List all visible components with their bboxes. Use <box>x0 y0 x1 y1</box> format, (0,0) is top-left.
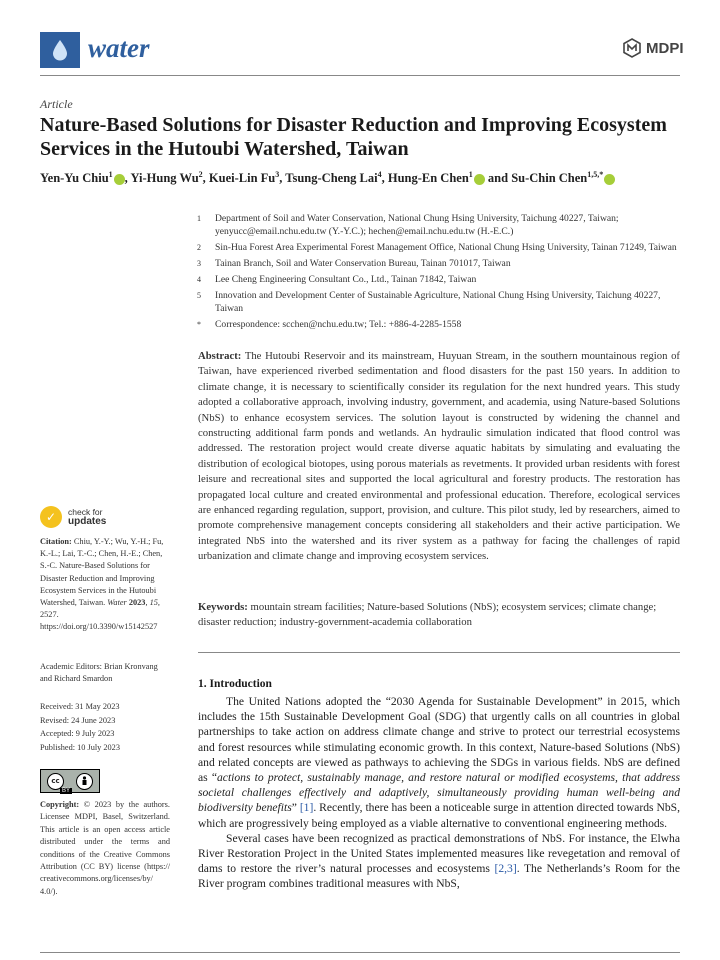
date-item: Revised: 24 June 2023 <box>40 715 116 725</box>
author-name: Su-Chin Chen <box>511 171 588 186</box>
date-item: Accepted: 9 July 2023 <box>40 729 115 738</box>
keywords-label: Keywords: <box>198 601 248 613</box>
intro-paragraph-1: The United Nations adopted the “2030 Agenda for Sustainable Development” in 2015, which includes the 15th Sustainable Development Goal (SDG) that urgently calls on all countries in global partnerships to take action on address climate change and strive to protect our terrestrial ecosystems and forest resources while stimulating economic growth. In this context, Nature-based Solutions (NbS) and related concepts are viewed as pathways to achieving the SDGs in various fields. NbS are defined as “actions to protect, sustainably manage, and restore natural or modified ecosystems, that address societal challenges effectively and adaptively, simultaneously providing human well-being and biodiversity benefits” [1]. Recently, there has been a noticeable surge in attention directed towards NbS, which are progressively being employed as a viable alternative to conventional engineering methods. <box>198 695 681 830</box>
article-title: Nature-Based Solutions for Disaster Reduction and Improving Ecosystem Services in the Hutoubi Watershed, Taiwan <box>40 114 667 160</box>
copyright-notice <box>40 799 170 898</box>
citation-journal: Water <box>107 598 127 608</box>
author-affiliation-sup: 1 <box>468 170 473 179</box>
copyright-text: © 2023 by the authors. Licensee MDPI, Basel, Switzerland. This article is an open access article distributed under the terms and conditions of the Creative Commons Attribution (CC BY) license (https:// creativecommons.org/licenses/by/ 4.0/). <box>40 800 170 896</box>
citation-link[interactable]: [2,3] <box>494 862 517 876</box>
copyright-label: Copyright: <box>40 800 80 809</box>
date-item: Published: 10 July 2023 <box>40 742 120 752</box>
author-name: Yen-Yu Chiu <box>40 171 109 186</box>
footer-divider <box>40 952 680 953</box>
affiliation-number: 4 <box>197 275 201 284</box>
keywords-divider <box>198 652 680 653</box>
section-heading-introduction: 1. Introduction <box>198 678 272 690</box>
check-updates-line2: updates <box>68 516 107 527</box>
publisher-logo <box>622 38 684 58</box>
header-divider <box>40 75 680 76</box>
affiliation-text: Innovation and Development Center of Sustainable Agriculture, National Chung Hsing University, Taichung 40227, Taiwan <box>215 290 661 314</box>
citation-text: Chiu, Y.-Y.; Wu, Y.-H.; Fu, K.-L.; Lai, T.-C.; Chen, H.-E.; Chen, S.-C. Nature-Based Solutions for Disaster Reduction and Improving Ecosystem Services in the Hutoubi Watershed, Taiwan. <box>40 537 164 608</box>
affiliation-item <box>197 241 677 254</box>
author-affiliation-sup: 3 <box>275 170 280 179</box>
author-conjunction: and <box>487 171 509 186</box>
orcid-icon[interactable] <box>114 174 125 185</box>
affiliation-item <box>197 289 677 315</box>
affiliation-number: 1 <box>197 214 201 223</box>
abstract <box>198 349 680 565</box>
keywords-text: mountain stream facilities; Nature-based Solutions (NbS); ecosystem services; climate change; disaster reduction; industry-government-academia collaboration <box>198 601 657 629</box>
citation-year: 2023 <box>128 598 146 608</box>
author-name: Yi-Hung Wu <box>130 171 199 186</box>
orcid-icon[interactable] <box>474 174 485 185</box>
publication-dates <box>40 700 170 754</box>
affiliation-text: Sin-Hua Forest Area Experimental Forest Management Office, National Chung Hsing University, Tainan 71249, Taiwan <box>215 242 677 253</box>
citation-label: Citation: <box>40 537 72 546</box>
check-updates-line1: check for <box>68 507 103 517</box>
abstract-label: Abstract: <box>198 350 242 362</box>
author-list: Yen-Yu Chiu$^1$ , Yi-Hung Wu$^2$, Kuei-Lin Fu$^3$, Tsung-Cheng Lai$^4$, Hung-En Chen$^1$ and Su-Chin Chen$^{1,5,*}$ <box>40 170 680 186</box>
check-updates-icon: ✓ <box>40 506 62 528</box>
mdpi-hexagon-icon <box>622 38 642 58</box>
attribution-icon <box>76 773 93 790</box>
author-affiliation-sup: 4 <box>377 170 382 179</box>
cc-icon: cc <box>47 773 64 790</box>
author-affiliation-sup: 1,5,* <box>587 170 604 179</box>
citation-volume: 15 <box>149 598 158 608</box>
abstract-text: The Hutoubi Reservoir and its mainstream, Huyuan Stream, in the southern mountainous region of Taiwan, have experienced riverbed sedimentation and flood disasters for the past 150 years. In addition to climate change, it is necessary to scientifically consider its regulation for the next hundred years. This study adopted a collaborative approach, involving industry, government, and academia, using Nature-based Solutions (NbS) to enhance ecosystem services. The solution layout is constructed by widening the channel and constructing additional farm ponds and wetlands. An hydraulic simulation indicated that flood control was addressed. The restoration project would create diverse aquatic habitats by simulating and evaluating the distribution of ecological biotopes, using porous materials as revetments. It provided urban residents with forest leisure and recreational sites and supported the local agricultural and forestry products. The restoration has propagated local culture and created environmental and professional education. Therefore, ecological services are enhanced regarding regulation, support, provision, and culture. This pilot study, led by researchers, aimed to promote comprehensive management concepts considering all stakeholders and their active participation. We integrated NbS into the watershed and its river system as a pathway for facing the challenges of rapid urbanization and climate change and improving ecosystem services. <box>198 350 680 563</box>
affiliation-text: Lee Cheng Engineering Consultant Co., Ltd., Tainan 71842, Taiwan <box>215 274 477 285</box>
introduction-body <box>198 694 680 892</box>
cc-by-label: BY <box>62 788 71 794</box>
orcid-icon[interactable] <box>604 174 615 185</box>
citation: Citation: Chiu, Y.-Y.; Wu, Y.-H.; Fu, K.-L.; Lai, T.-C.; Chen, H.-E.; Chen, S.-C. Nature-Based Solutions for Disaster Reduction and Improving Ecosystem Services in the Hutoubi Watershed, Taiwan. Water 2023, 15, 2527. https://doi.org/10.3390/w15142527 <box>40 537 164 632</box>
affiliations <box>197 212 677 334</box>
affiliation-number: 2 <box>197 243 201 252</box>
author-name: Tsung-Cheng Lai <box>285 171 378 186</box>
affiliation-text: Department of Soil and Water Conservation, National Chung Hsing University, Taichung 40227, Taiwan; yenyucc@email.nchu.edu.tw (Y.-Y.C.); hechen@email.nchu.edu.tw (H.-E.C.) <box>215 213 619 237</box>
intro-paragraph-2: Several cases have been recognized as practical demonstrations of NbS. For instance, the Elwha River Restoration Project in the United States implemented measures like revegetation and removal of dams to restore the river’s natural processes and ecosystems [2,3]. The Netherlands’s Room for the River program combines traditional measures with NbS, <box>198 831 681 891</box>
citation-doi[interactable]: , 2527. https://doi.org/10.3390/w15142527 <box>40 598 160 632</box>
journal-logo <box>40 32 80 68</box>
keywords <box>198 600 680 631</box>
citation-link[interactable]: [1] <box>299 801 314 815</box>
affiliation-text: Correspondence: scchen@nchu.edu.tw; Tel.: +886-4-2285-1558 <box>215 319 462 330</box>
affiliation-item <box>197 212 677 238</box>
author-affiliation-sup: 1 <box>108 170 113 179</box>
affiliation-item <box>197 273 677 286</box>
nbs-definition-quote: actions to protect, sustainably manage, and restore natural or modified ecosystems, that address societal challenges effectively and adaptively, simultaneously providing human well-being and biodiversity benefits <box>198 771 680 815</box>
date-item: Received: 31 May 2023 <box>40 702 120 711</box>
affiliation-item <box>197 257 677 270</box>
affiliation-text: Tainan Branch, Soil and Water Conservation Bureau, Tainan 701017, Taiwan <box>215 258 511 269</box>
water-drop-icon <box>51 38 69 62</box>
affiliation-number: 3 <box>197 259 201 268</box>
publisher-name: MDPI <box>646 39 684 57</box>
journal-name: water <box>88 33 150 63</box>
author-affiliation-sup: 2 <box>198 170 203 179</box>
author-name: Hung-En Chen <box>387 171 469 186</box>
academic-editors: Academic Editors: Brian Kronvang and Richard Smardon <box>40 662 158 684</box>
affiliation-item <box>197 318 677 331</box>
affiliation-number: * <box>197 320 201 329</box>
author-name: Kuei-Lin Fu <box>208 171 276 186</box>
article-type: Article <box>40 97 73 111</box>
affiliation-number: 5 <box>197 291 201 300</box>
check-for-updates-badge[interactable] <box>40 506 106 528</box>
